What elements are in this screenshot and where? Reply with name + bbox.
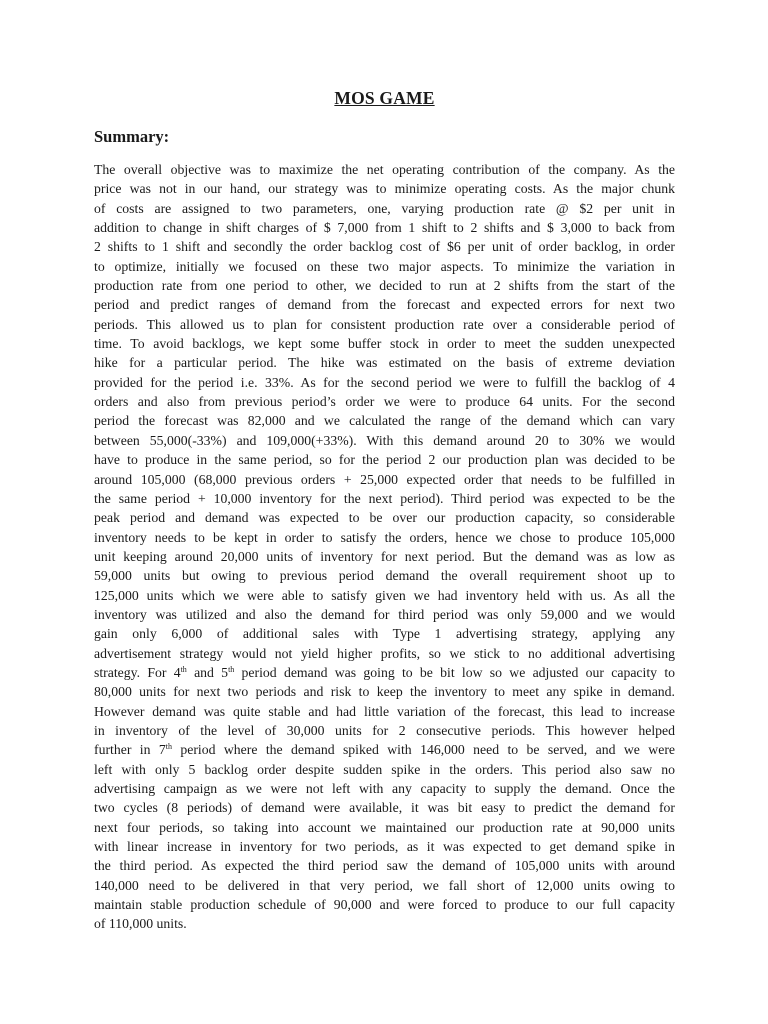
line-text: period where the demand spiked with 146,000 need to be served, and we were [171,742,675,758]
line-text: and 5 [186,664,229,680]
paragraph-line: inventory was utilized and also the demand for third period was only 59,000 and we would [94,606,675,622]
document-title: MOS GAME [334,88,435,108]
paragraph-line: around 105,000 (68,000 previous orders + 25,000 expected order that needs to be fulfilled in [94,471,675,487]
paragraph-line: periods. This allowed us to plan for consistent production rate over a considerable period of [94,316,675,332]
paragraph-line: The overall objective was to maximize the net operating contribution of the company. As the [94,162,675,177]
paragraph-line: the same period + 10,000 inventory for the next period). Third period was expected to be the [94,490,675,506]
paragraph-line: 2 shifts to 1 shift and secondly the order backlog cost of $6 per unit of order backlog, in order [94,239,675,255]
line-text: period demand was going to be bit low so we adjusted our capacity to [234,664,676,680]
paragraph-line: next four periods, so taking into account we maintained our production rate at 90,000 units [94,819,675,835]
paragraph-line: advertising campaign as we were not left with any capacity to supply the demand. Once the [94,781,675,796]
paragraph-line: gain only 6,000 of additional sales with Type 1 advertising strategy, applying any [94,626,675,642]
paragraph-line: provided for the period i.e. 33%. As for the second period we were to fulfill the backlog of 4 [94,374,675,390]
paragraph-line: peak period and demand was expected to be over our production capacity, so considerable [94,510,675,526]
paragraph-line: period and predict ranges of demand from the forecast and expected errors for next two [94,297,675,313]
paragraph-line: production rate from one period to other, we decided to run at 2 shifts from the start of the [94,278,675,294]
line-text: further in 7 [94,742,166,758]
paragraph-line: orders and also from previous period’s order we were to produce 64 units. For the second [94,394,675,410]
paragraph-line: left with only 5 backlog order despite sudden spike in the orders. This period also saw no [94,761,675,777]
paragraph-line: However demand was quite stable and had little variation of the forecast, this lead to increase [94,703,675,719]
line-text: strategy. For 4 [94,664,181,680]
paragraph-line: 80,000 units for next two periods and risk to keep the inventory to meet any spike in demand. [94,684,675,700]
paragraph-line: two cycles (8 periods) of demand were available, it was bit easy to predict the demand for [94,800,675,816]
paragraph-line: between 55,000(-33%) and 109,000(+33%). With this demand around 20 to 30% we would [94,432,675,448]
summary-paragraph [94,160,675,934]
paragraph-line: unit keeping around 20,000 units of inventory for next period. But the demand was as low as [94,548,675,564]
paragraph-line: have to produce in the same period, so for the period 2 our production plan was decided to be [94,452,675,468]
paragraph-line: time. To avoid backlogs, we kept some buffer stock in order to meet the sudden unexpected [94,336,675,352]
section-heading: Summary: [94,127,170,146]
paragraph-line: 125,000 units which we were able to satisfy given we had inventory held with us. As all the [94,587,675,603]
paragraph-line: in inventory of the level of 30,000 units for 2 consecutive periods. This however helped [94,722,675,738]
paragraph-line: period the forecast was 82,000 and we calculated the range of the demand which can vary [94,413,675,429]
superscript: th [180,664,187,674]
paragraph-line: with linear increase in inventory for two periods, as it was expected to get demand spike in [94,839,675,855]
paragraph-line: 59,000 units but owing to previous period demand the overall requirement shoot up to [94,568,675,584]
paragraph-line: maintain stable production schedule of 90,000 and were forced to produce to our full capacity [94,897,675,913]
paragraph-line: of 110,000 units. [94,916,187,932]
paragraph-line: the third period. As expected the third period saw the demand of 105,000 units with around [94,858,675,874]
paragraph-line: hike for a particular period. The hike was estimated on the basis of extreme deviation [94,355,675,371]
superscript: th [228,664,235,674]
superscript: th [165,742,172,752]
paragraph-line: price was not in our hand, our strategy was to minimize operating costs. As the major chunk [94,181,675,197]
paragraph-line: to optimize, initially we focused on these two major aspects. To minimize the variation in [94,258,675,274]
paragraph-line [94,740,675,759]
paragraph-line: of costs are assigned to two parameters, one, varying production rate @ $2 per unit in [94,200,675,216]
paragraph-line: 140,000 need to be delivered in that very period, we fall short of 12,000 units owing to [94,877,675,893]
paragraph-line: inventory needs to be kept in order to satisfy the orders, hence we chose to produce 105,000 [94,529,675,545]
paragraph-line: advertisement strategy would not yield higher profits, so we stick to no additional advertising [94,645,675,661]
paragraph-line [94,663,675,682]
paragraph-line: addition to change in shift charges of $ 7,000 from 1 shift to 2 shifts and $ 3,000 to back from [94,220,675,236]
